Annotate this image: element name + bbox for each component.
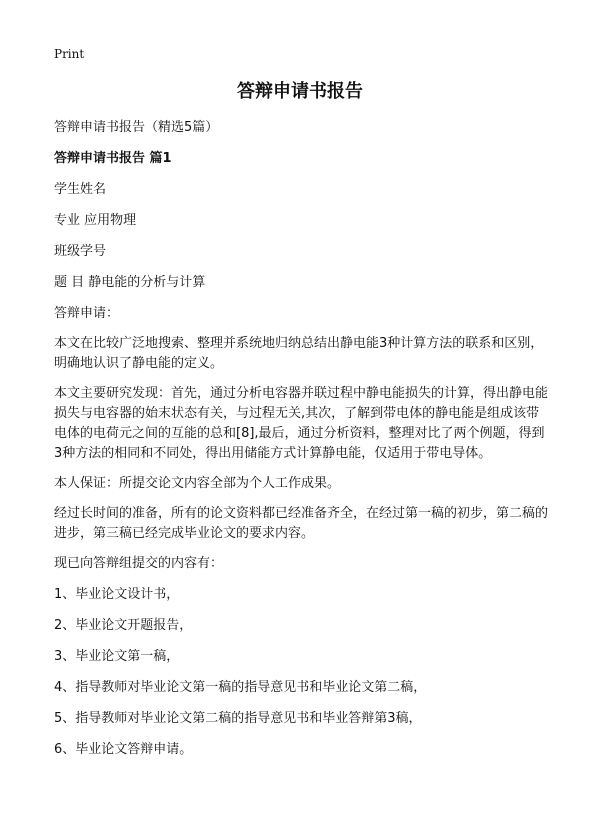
list-item: 1、毕业论文设计书， (54, 587, 180, 602)
list-item: 5、指导教师对毕业论文第二稿的指导意见书和毕业答辩第3稿， (54, 711, 422, 726)
paragraph-preparation: 经过长时间的准备，所有的论文资料都已经准备齐全，在经过第一稿的初步，第二稿的进步，第三稿已经完成毕业论文的要求内容。 (54, 506, 549, 541)
paragraph-intro: 本文在比较广泛地搜索、整理并系统地归纳总结出静电能3种计算方法的联系和区别，明确地认识了静电能的定义。 (54, 336, 544, 371)
document-subtitle: 答辩申请书报告（精选5篇） (54, 120, 219, 135)
page-title: 答辩申请书报告 (237, 81, 363, 102)
list-item: 4、指导教师对毕业论文第一稿的指导意见书和毕业论文第二稿， (54, 680, 427, 695)
paragraph-findings: 本文主要研究发现：首先，通过分析电容器并联过程中静电能损失的计算，得出静电能损失与电容器的始末状态有关，与过程无关,其次，了解到带电体的静电能是组成该带电体的电荷元之间的互能的总和[8],最后，通过分析资料，整理对比了两个例题，得到3种方法的相同和不同处，得出用储能方式计算静电能，仅适用于带电导体。 (54, 386, 549, 461)
section-heading: 答辩申请书报告 篇1 (54, 151, 172, 166)
field-student-name: 学生姓名 (54, 182, 107, 197)
list-item: 3、毕业论文第一稿， (54, 649, 180, 664)
document-content (54, 117, 548, 760)
list-item: 6、毕业论文答辩申请。 (54, 742, 193, 757)
field-class-number: 班级学号 (54, 244, 107, 259)
paragraph-submitted: 现已向答辩组提交的内容有： (54, 556, 224, 571)
paragraph-guarantee: 本人保证：所提交论文内容全部为个人工作成果。 (54, 476, 341, 491)
application-label: 答辩申请： (54, 306, 120, 321)
list-item: 2、毕业论文开题报告， (54, 618, 193, 633)
field-major: 专业 应用物理 (54, 213, 137, 228)
print-label: Print (54, 47, 85, 61)
field-topic: 题 目 静电能的分析与计算 (54, 275, 206, 290)
